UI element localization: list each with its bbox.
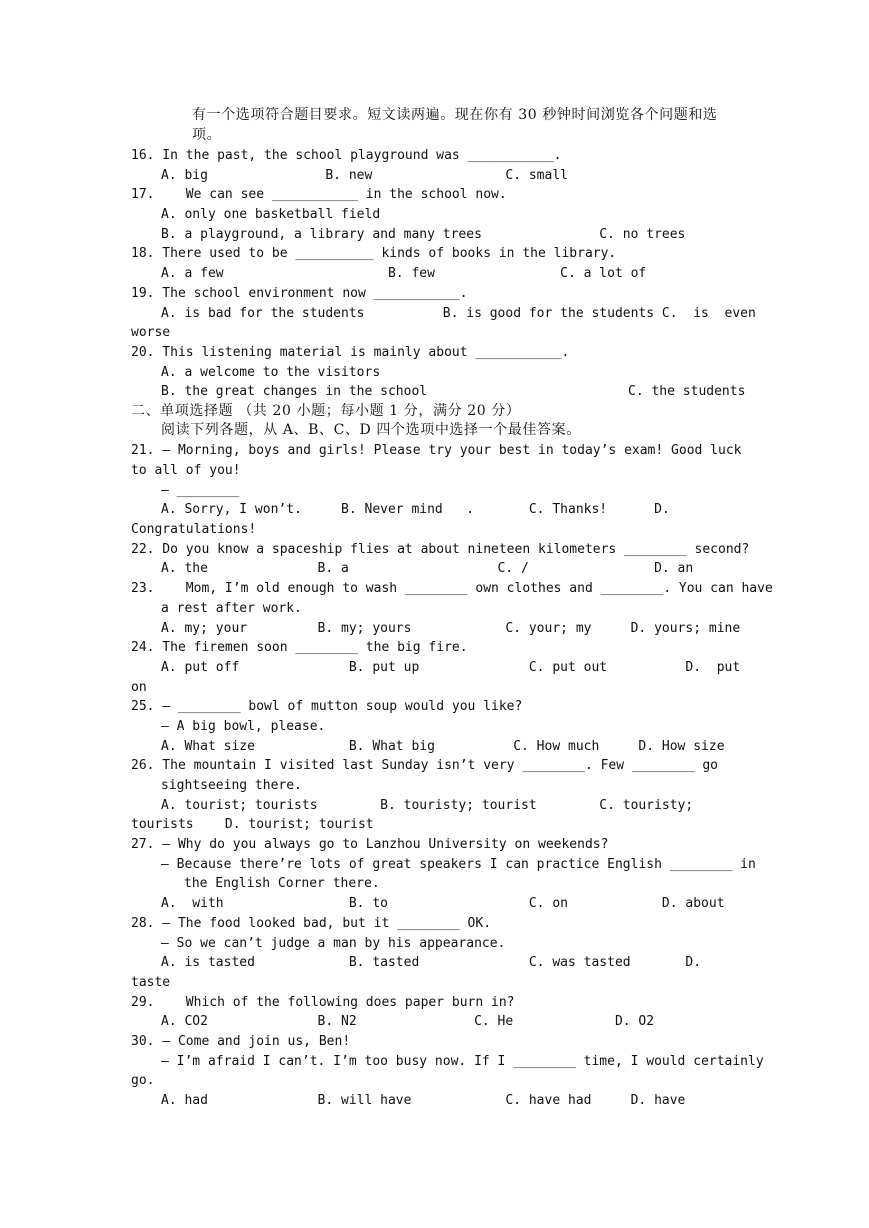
question-23-line-2: a rest after work. [161, 601, 302, 616]
question-30-options-wrap: go. [131, 1073, 155, 1088]
question-25-line-2: — A big bowl, please. [161, 719, 326, 734]
question-25-options: A. What size B. What big C. How much D. How size [161, 739, 725, 754]
question-22-stem: 22. Do you know a spaceship flies at about nineteen kilometers ________ second? [131, 542, 750, 557]
question-16-options: A. big B. new C. small [161, 168, 568, 183]
question-17-option-bc: B. a playground, a library and many trees C. no trees [161, 227, 686, 242]
question-23-options: A. my; your B. my; yours C. your; my D. yours; mine [161, 621, 741, 636]
question-29-options: A. CO2 B. N2 C. He D. O2 [161, 1014, 655, 1029]
question-20-option-a: A. a welcome to the visitors [161, 365, 381, 380]
section-2-heading: 二、单项选择题 （共 20 小题；每小题 1 分，满分 20 分） [131, 403, 521, 419]
question-20-stem: 20. This listening material is mainly about ___________. [131, 345, 570, 360]
question-30-options: A. had B. will have C. have had D. have [161, 1093, 686, 1108]
question-24-stem: 24. The firemen soon ________ the big fire. [131, 640, 468, 655]
question-19-options: A. is bad for the students B. is good for the students C. is even [161, 306, 756, 321]
question-30-line-2: — I’m afraid I can’t. I’m too busy now. If I ________ time, I would certainly [161, 1054, 764, 1069]
question-28-line-1: 28. — The food looked bad, but it ________ OK. [131, 916, 492, 931]
question-26-options: A. tourist; tourists B. touristy; tourist C. touristy; [161, 798, 694, 813]
question-24-options-wrap: on [131, 680, 147, 695]
question-21-options: A. Sorry, I won’t. B. Never mind . C. Thanks! D. [161, 502, 670, 517]
question-27-line-3: the English Corner there. [184, 876, 380, 891]
question-16-stem: 16. In the past, the school playground was ___________. [131, 148, 562, 163]
question-19-options-wrap: worse [131, 325, 171, 340]
intro-line-1: 有一个选项符合题目要求。短文读两遍。现在你有 30 秒钟时间浏览各个问题和选 [192, 107, 718, 123]
question-27-line-1: 27. — Why do you always go to Lanzhou University on weekends? [131, 837, 609, 852]
question-28-line-2: — So we can’t judge a man by his appearance. [161, 936, 506, 951]
question-29-stem: 29. Which of the following does paper burn in? [131, 995, 515, 1010]
question-27-line-2: — Because there’re lots of great speakers I can practice English ________ in [161, 857, 756, 872]
question-27-options: A. with B. to C. on D. about [161, 896, 725, 911]
question-28-options-wrap: taste [131, 975, 171, 990]
question-23-line-1: 23. Mom, I’m old enough to wash ________ own clothes and ________. You can have [131, 581, 773, 596]
question-18-stem: 18. There used to be __________ kinds of books in the library. [131, 246, 617, 261]
question-25-line-1: 25. — ________ bowl of mutton soup would you like? [131, 699, 523, 714]
question-20-option-b: B. the great changes in the school [161, 384, 428, 399]
question-21-options-wrap: Congratulations! [131, 522, 257, 537]
question-21-line-2: to all of you! [131, 463, 241, 478]
section-2-instruction: 阅读下列各题，从 A、B、C、D 四个选项中选择一个最佳答案。 [161, 422, 581, 438]
question-26-line-1: 26. The mountain I visited last Sunday isn’t very ________. Few ________ go [131, 758, 718, 773]
question-17-option-a: A. only one basketball field [161, 207, 381, 222]
question-24-options: A. put off B. put up C. put out D. put [161, 660, 741, 675]
question-28-options: A. is tasted B. tasted C. was tasted D. [161, 955, 702, 970]
question-18-options: A. a few B. few C. a lot of [161, 266, 647, 281]
question-26-line-2: sightseeing there. [161, 778, 302, 793]
question-21-response: — ________ [161, 483, 240, 498]
question-26-options-wrap: tourists D. tourist; tourist [131, 817, 374, 832]
question-30-line-1: 30. — Come and join us, Ben! [131, 1034, 351, 1049]
question-20-option-c: C. the students [628, 384, 746, 399]
question-21-line-1: 21. — Morning, boys and girls! Please try your best in today’s exam! Good luck [131, 443, 742, 458]
question-19-stem: 19. The school environment now ___________. [131, 286, 468, 301]
intro-line-2: 项。 [192, 127, 222, 143]
question-22-options: A. the B. a C. / D. an [161, 561, 694, 576]
question-17-stem: 17. We can see ___________ in the school now. [131, 187, 507, 202]
